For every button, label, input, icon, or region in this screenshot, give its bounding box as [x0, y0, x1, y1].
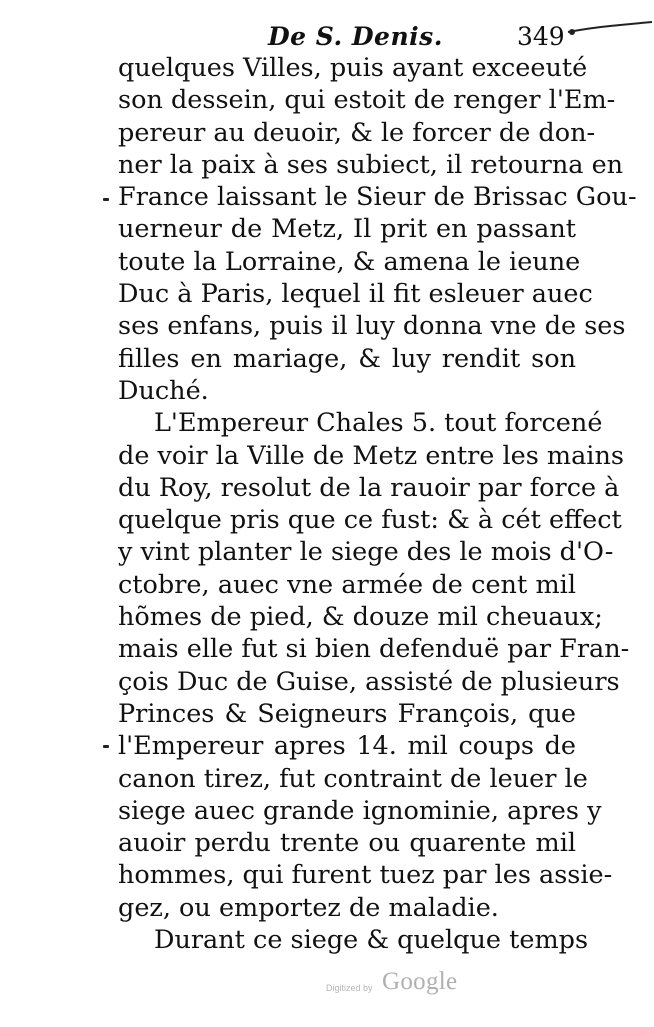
text-line: France laissant le Sieur de Brissac Gou- [118, 182, 637, 213]
text-line: ner la paix à ses subiect, il retourna en [118, 149, 624, 180]
google-logo: Google [382, 968, 458, 995]
text-line: toute la Lorraine, & amena le ieune [118, 246, 581, 277]
body-text [118, 52, 637, 956]
text-line: quelque pris que ce fust: & à cét effect [118, 505, 622, 536]
text-line: Princes & Seigneurs François, que [118, 698, 576, 729]
text-line: mais elle fut si bien defenduë par Fran- [118, 634, 630, 665]
page-footer [0, 968, 654, 1002]
text-line: çois Duc de Guise, assisté de plusieurs [118, 666, 620, 697]
text-line: auoir perdu trente ou quarente mil [118, 828, 576, 859]
page-number: 349 [517, 22, 565, 51]
text-line: Duché. [118, 375, 209, 406]
margin-mark [103, 198, 109, 201]
margin-mark [103, 745, 109, 748]
text-line: pereur au deuoir, & le forcer de don- [118, 117, 596, 148]
text-line: quelques Villes, puis ayant exceeuté [118, 53, 588, 83]
paragraph-start-line: Durant ce siege & quelque temps [154, 925, 589, 956]
text-line: hõmes de pied, & douze mil cheuaux; [118, 602, 603, 633]
text-line: du Roy, resolut de la rauoir par force à [118, 472, 620, 503]
text-line: filles en mariage, & luy rendit son [118, 343, 576, 374]
text-line: son dessein, qui estoit de renger l'Em- [118, 85, 616, 116]
ink-flourish-icon [560, 18, 654, 38]
text-line: ctobre, auec vne armée de cent mil [118, 569, 576, 600]
digitized-by-label: Digitized by [326, 983, 373, 993]
text-line: l'Empereur apres 14. mil coups de [118, 731, 576, 762]
text-line: y vint planter le siege des le mois d'O- [118, 537, 614, 568]
text-line: gez, ou emportez de maladie. [118, 892, 499, 923]
running-head: De S. Denis. [268, 22, 443, 51]
text-line: hommes, qui furent tuez par les assie- [118, 860, 613, 891]
text-line: Duc à Paris, lequel il fit esleuer auec [118, 279, 593, 310]
text-line: siege auec grande ignominie, apres y [118, 795, 602, 826]
paragraph-start-line: L'Empereur Chales 5. tout forcené [154, 408, 603, 439]
text-line: canon tirez, fut contraint de leuer le [118, 763, 588, 794]
text-line: ses enfans, puis il luy donna vne de ses [118, 311, 626, 342]
text-line: uerneur de Metz, Il prit en passant [118, 214, 576, 245]
page-header [0, 18, 654, 54]
text-line: de voir la Ville de Metz entre les mains [118, 440, 624, 471]
